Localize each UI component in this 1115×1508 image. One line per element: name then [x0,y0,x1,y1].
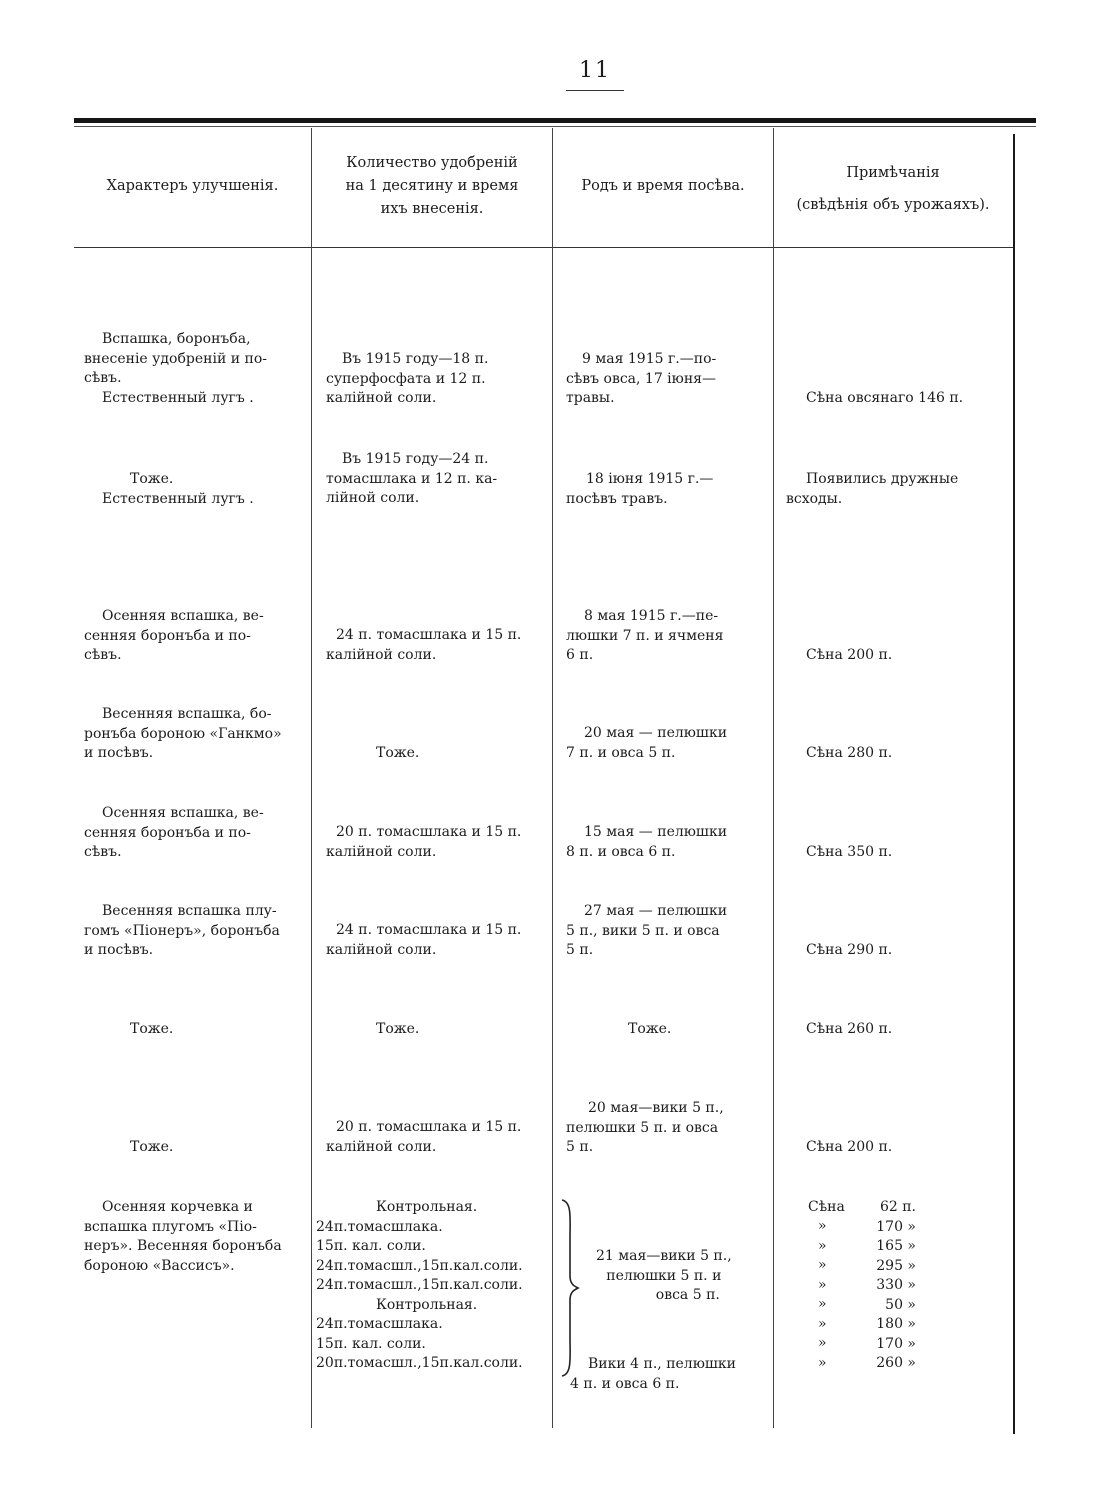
row-4-fertilizer: Тоже. [376,745,420,761]
table-top-rule-thin [74,126,1036,127]
header-sowing: Родъ и время посѣва. [581,178,745,194]
column-divider-3 [773,128,774,1428]
page-number-underline [566,90,624,91]
header-fertilizer: Количество удобреній на 1 десятину и время ихъ внесенія. [345,155,519,217]
row-3-notes: Сѣна 200 п. [806,647,893,663]
row-8-sowing: 20 мая—вики 5 п., пелюшки 5 п. и овса 5 п. [566,1100,724,1155]
row-5-fertilizer: 20 п. томасшлака и 15 п. калійной соли. [326,824,522,860]
column-divider-1 [311,128,312,1428]
row-9-sowing-b: Вики 4 п., пелюшки 4 п. и овса 6 п. [570,1356,736,1392]
row-2-notes: Появились дружные всходы. [786,471,959,507]
row-3-fertilizer: 24 п. томасшлака и 15 п. калійной соли. [326,627,522,663]
row-8-improvement: Тоже. [130,1139,174,1155]
row-9-notes-values: 62 п. 170 » 165 » 295 » 330 » 50 » 180 » 170 » 260 » [876,1199,916,1371]
header-improvement: Характеръ улучшенія. [106,178,279,194]
table-top-rule [74,118,1036,123]
row-4-notes: Сѣна 280 п. [806,745,893,761]
row-1-notes: Сѣна овсянаго 146 п. [806,390,964,406]
row-9-fertilizer: Контрольная. 24п.томасшлака. 15п. кал. соли. 24п.томасшл.,15п.кал.соли. 24п.томасшл.,15п.кал.соли. Контрольная. 24п.томасшлака. 15п. кал. соли. 20п.томасшл.,15п.кал.соли. [316,1199,523,1371]
page-number: 11 [579,58,611,83]
header-notes: Примѣчанія (свѣдѣнія объ урожаяхъ). [796,165,990,213]
row-7-notes: Сѣна 260 п. [806,1021,893,1037]
row-8-fertilizer: 20 п. томасшлака и 15 п. калійной соли. [326,1119,522,1155]
row-3-improvement: Осенняя вспашка, ве- сенняя боронъба и по- сѣвъ. [84,608,264,663]
row-4-sowing: 20 мая — пелюшки 7 п. и овса 5 п. [566,725,728,761]
row-9-improvement: Осенняя корчевка и вспашка плугомъ «Піо- неръ». Весенняя боронъба бороною «Вассисъ». [84,1199,282,1274]
column-divider-2 [552,128,553,1428]
row-8-notes: Сѣна 200 п. [806,1139,893,1155]
row-9-sowing-a: 21 мая—вики 5 п., пелюшки 5 п. и овса 5 п. [596,1248,732,1303]
row-6-notes: Сѣна 290 п. [806,942,893,958]
row-3-sowing: 8 мая 1915 г.—пе- люшки 7 п. и ячменя 6 п. [566,608,724,663]
row-2-sowing: 18 іюня 1915 г.— посѣвъ травъ. [566,471,714,507]
row-6-improvement: Весенняя вспашка плу- гомъ «Піонеръ», боронъба и посѣвъ. [84,903,280,958]
row-9-notes-ditto: » » » » » » » » [818,1218,827,1371]
row-5-improvement: Осенняя вспашка, ве- сенняя боронъба и по- сѣвъ. [84,805,264,860]
row-7-sowing: Тоже. [628,1021,672,1037]
row-2-fertilizer: Въ 1915 году—24 п. томасшлака и 12 п. ка- лійной соли. [326,451,498,506]
row-2-improvement: Тоже. Естественный лугъ . [102,471,254,507]
row-9-notes-label: Сѣна [808,1199,845,1215]
row-1-improvement: Вспашка, боронъба, внесеніе удобреній и по- сѣвъ. Естественный лугъ . [84,331,267,406]
row-1-fertilizer: Въ 1915 году—18 п. суперфосфата и 12 п. калійной соли. [326,351,489,406]
row-5-notes: Сѣна 350 п. [806,844,893,860]
table-header-rule [74,247,1014,248]
table-right-border [1013,134,1015,1434]
row-5-sowing: 15 мая — пелюшки 8 п. и овса 6 п. [566,824,728,860]
row-6-sowing: 27 мая — пелюшки 5 п., вики 5 п. и овса 5 п. [566,903,728,958]
row-7-fertilizer: Тоже. [376,1021,420,1037]
grouping-brace [558,1198,580,1378]
row-4-improvement: Весенняя вспашка, бо- ронъба бороною «Ганкмо» и посѣвъ. [84,706,282,761]
row-1-sowing: 9 мая 1915 г.—по- сѣвъ овса, 17 іюня— травы. [566,351,717,406]
row-6-fertilizer: 24 п. томасшлака и 15 п. калійной соли. [326,922,522,958]
row-7-improvement: Тоже. [130,1021,174,1037]
